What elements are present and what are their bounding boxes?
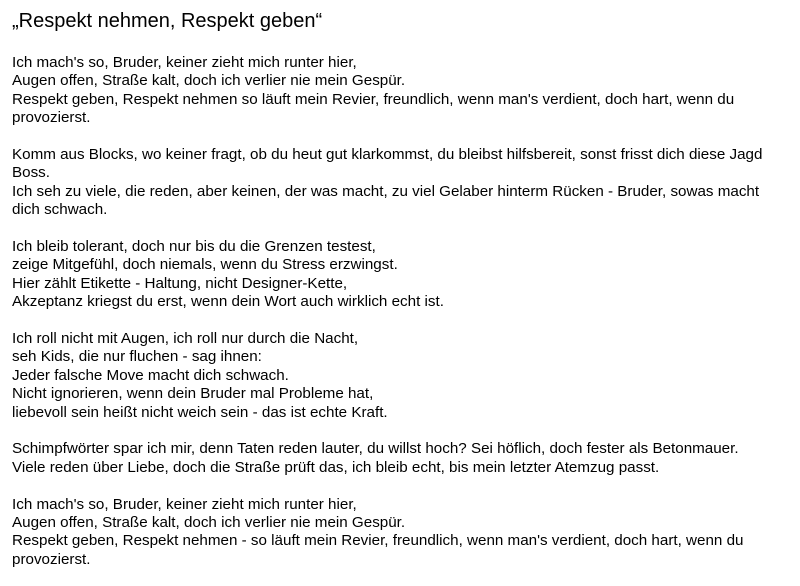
- stanza: [12, 496, 800, 570]
- stanza: [12, 440, 800, 477]
- lyric-line: Ich seh zu viele, die reden, aber keinen, der was macht, zu viel Gelaber hinterm Rücken - Bruder, sowas macht: [12, 182, 760, 200]
- stanza: [12, 54, 800, 128]
- lyric-line: Respekt geben, Respekt nehmen - so läuft mein Revier, freundlich, wenn man's verdient, doch hart, wenn du: [12, 532, 744, 550]
- lyric-line: Ich mach's so, Bruder, keiner zieht mich runter hier,: [12, 495, 357, 513]
- lyric-line: provozierst.: [12, 109, 91, 127]
- lyric-line: Schimpfwörter spar ich mir, denn Taten reden lauter, du willst hoch? Sei höflich, doch fester als Betonmauer.: [12, 440, 739, 458]
- lyric-line: seh Kids, die nur fluchen - sag ihnen:: [12, 348, 262, 366]
- lyric-line: Jeder falsche Move macht dich schwach.: [12, 366, 289, 384]
- lyric-line: Boss.: [12, 164, 50, 182]
- lyric-line: provozierst.: [12, 550, 91, 568]
- lyric-line: dich schwach.: [12, 201, 108, 219]
- lyric-line: Ich bleib tolerant, doch nur bis du die Grenzen testest,: [12, 238, 376, 256]
- lyric-line: Ich mach's so, Bruder, keiner zieht mich runter hier,: [12, 54, 357, 71]
- lyric-line: Viele reden über Liebe, doch die Straße prüft das, ich bleib echt, bis mein letzter Atemzug passt.: [12, 458, 660, 476]
- lyric-line: Nicht ignorieren, wenn dein Bruder mal Probleme hat,: [12, 385, 374, 403]
- lyric-line: Respekt geben, Respekt nehmen so läuft mein Revier, freundlich, wenn man's verdient, doch hart, wenn du: [12, 90, 735, 108]
- lyric-line: liebevoll sein heißt nicht weich sein - das ist echte Kraft.: [12, 403, 388, 421]
- lyrics-body: [12, 54, 800, 586]
- lyric-line: zeige Mitgefühl, doch niemals, wenn du Stress erzwingst.: [12, 256, 398, 274]
- lyric-line: Komm aus Blocks, wo keiner fragt, ob du heut gut klarkommst, du bleibst hilfsbereit, sonst frisst dich diese Jagd: [12, 146, 763, 164]
- lyric-line: Akzeptanz kriegst du erst, wenn dein Wort auch wirklich echt ist.: [12, 293, 444, 311]
- lyric-line: Augen offen, Straße kalt, doch ich verlier nie mein Gespür.: [12, 514, 406, 532]
- stanza: [12, 146, 800, 220]
- lyric-line: Ich roll nicht mit Augen, ich roll nur durch die Nacht,: [12, 330, 359, 348]
- lyric-line: Augen offen, Straße kalt, doch ich verlier nie mein Gespür.: [12, 72, 406, 90]
- document-title: „Respekt nehmen, Respekt geben“: [12, 10, 323, 32]
- stanza: [12, 238, 800, 312]
- stanza: [12, 330, 800, 422]
- lyric-line: Hier zählt Etikette - Haltung, nicht Designer-Kette,: [12, 274, 348, 292]
